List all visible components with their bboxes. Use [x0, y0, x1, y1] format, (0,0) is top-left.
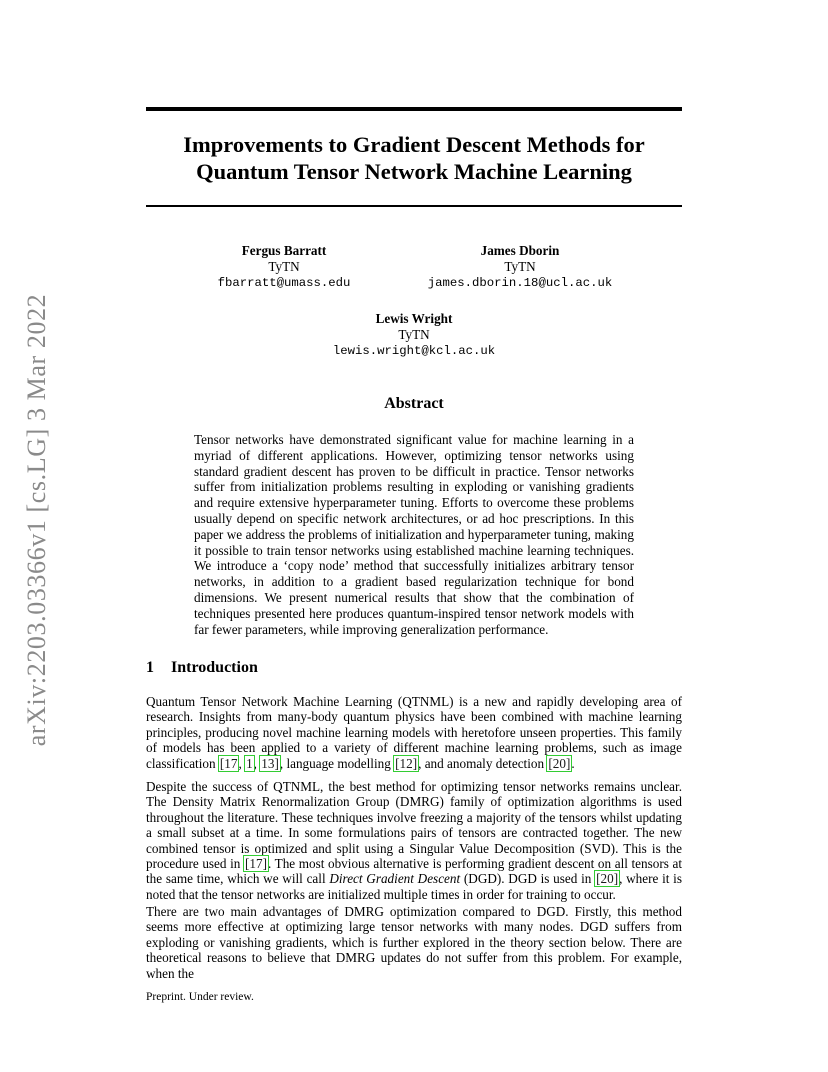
- section-number: 1: [146, 659, 154, 676]
- author-email[interactable]: james.dborin.18@ucl.ac.uk: [427, 276, 613, 290]
- citation-link[interactable]: 1: [246, 755, 253, 771]
- section-title: Introduction: [171, 659, 258, 676]
- citation-link[interactable]: [17]: [244, 856, 267, 872]
- text-run: Despite the success of QTNML, the best method for optimizing tensor networks remains unclear. The Density Matrix Renormalization Group (DMRG) family of optimization algorithms is used throughout the literature. These techniques involve freezing a majority of the tensors whilst updating a small subset at a time. In some formulations pairs of tensors are contracted together. The new combined tensor is optimized and split using a Singular Value Decomposition (SVD). This is the procedure used in: [146, 779, 682, 872]
- author-name: James Dborin: [480, 243, 560, 258]
- citation-link[interactable]: [20]: [548, 755, 571, 771]
- text-run: , language modelling: [279, 755, 395, 771]
- citation-link[interactable]: 13]: [261, 755, 279, 771]
- paper-title: [146, 131, 682, 185]
- arxiv-sidebar-stamp: arXiv:2203.03366v1 [cs.LG] 3 Mar 2022: [22, 293, 51, 747]
- author-affiliation: TyTN: [504, 259, 536, 274]
- text-run: , where it is noted that the tensor networks are initialized multiple times in order for training to occur.: [146, 871, 682, 902]
- text-run: .: [571, 755, 575, 771]
- author-name: Fergus Barratt: [241, 243, 327, 258]
- author-name: Lewis Wright: [375, 311, 453, 326]
- author-block-1: [184, 243, 384, 291]
- emphasis-term: Direct Gradient Descent: [329, 871, 461, 887]
- author-block-2: [400, 243, 640, 291]
- paragraph-2: [146, 779, 682, 902]
- preprint-footer: Preprint. Under review.: [146, 991, 254, 1003]
- text-run: ,: [253, 755, 261, 771]
- author-block-3: [294, 311, 534, 359]
- text-run: (DGD). DGD is used in: [460, 871, 596, 887]
- author-affiliation: TyTN: [398, 327, 430, 342]
- text-run: ,: [238, 755, 246, 771]
- title-rule-bottom: [146, 205, 682, 207]
- citation-link[interactable]: [20]: [596, 871, 619, 887]
- citation-link[interactable]: [12]: [395, 755, 418, 771]
- text-run: , and anomaly detection: [418, 755, 548, 771]
- author-email[interactable]: lewis.wright@kcl.ac.uk: [332, 344, 496, 358]
- author-email[interactable]: fbarratt@umass.edu: [217, 276, 351, 290]
- title-line-2: Quantum Tensor Network Machine Learning: [196, 159, 632, 184]
- title-line-1: Improvements to Gradient Descent Methods for: [183, 132, 645, 157]
- text-run: Quantum Tensor Network Machine Learning (QTNML) is a new and rapidly developing area of research. Insights from many-body quantum physics have been combined with machine learning principles, producing novel machine learning models with heretofore unseen properties. This family of models has been applied to a variety of different machine learning problems, such as image classification: [146, 694, 682, 771]
- citation-link[interactable]: [17: [219, 755, 238, 771]
- author-affiliation: TyTN: [268, 259, 300, 274]
- title-rule-top: [146, 107, 682, 111]
- abstract-heading: Abstract: [384, 395, 444, 412]
- paragraph-1: [146, 694, 682, 771]
- abstract-text: Tensor networks have demonstrated significant value for machine learning in a myriad of different applications. However, optimizing tensor networks using standard gradient descent has proven to be difficult in practice. Tensor networks suffer from initialization problems resulting in exploding or vanishing gradients and require extensive hyperparameter tuning. Efforts to overcome these problems usually depend on specific network architectures, or ad hoc prescriptions. In this paper we address the problems of initialization and hyperparameter tuning, making it possible to train tensor networks using established machine learning techniques. We introduce a ‘copy node’ method that successfully initializes arbitrary tensor networks, in addition to a gradient based regularization technique for bond dimensions. We present numerical results that show that the combination of techniques presented here produces quantum-inspired tensor network models with far fewer parameters, while improving generalization performance.: [194, 432, 634, 637]
- paragraph-3: There are two main advantages of DMRG optimization compared to DGD. Firstly, this method seems more effective at optimizing large tensor networks with many nodes. DGD suffers from exploding or vanishing gradients, which is further explored in the theory section below. There are theoretical reasons to believe that DMRG updates do not suffer from this problem. For example, when the: [146, 904, 682, 981]
- section-heading: [146, 659, 258, 677]
- text-run: . The most obvious alternative is performing gradient descent on all tensors at the same time, which we will call: [146, 856, 682, 887]
